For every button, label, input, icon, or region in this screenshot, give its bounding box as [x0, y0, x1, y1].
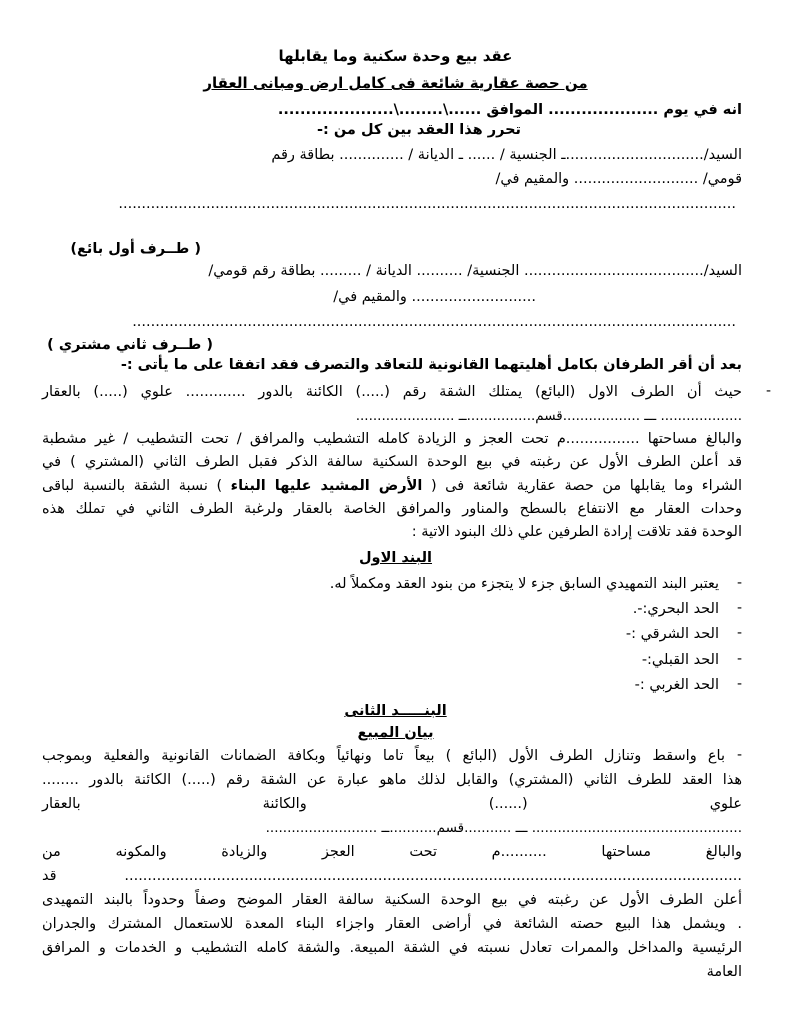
- preamble-line4: قد أعلن الطرف الأول عن رغبته في بيع الوحدة السكنية سالفة الذكر فقبل الطرف الثاني (المشتري ) في: [42, 454, 742, 470]
- preamble-heading: بعد أن أقر الطرفان بكامل أهليتهما القانونية للتعاقد والتصرف فقد اتفقا على ما يأتى :-: [120, 357, 742, 373]
- land-emphasis: الأرض المشيد عليها البناء: [230, 478, 423, 494]
- clause2-line7: أعلن الطرف الأول عن رغبته في بيع الوحدة السكنية سالفة العقار الموضح وصفاً وحدوداً بالبند التمهيدى: [42, 892, 742, 908]
- preamble-line3: والبالغ مساحتها ................م تحت العجز و الزيادة كامله التشطيب والمرافق / تحت التشطيب / غير مشطبة: [42, 431, 742, 447]
- clause1-item-1: يعتبر البند التمهيدي السابق جزء لا يتجزء من بنود العقد ومكملاً له.: [329, 576, 719, 592]
- bullet-dash: -: [736, 747, 742, 763]
- clause2-line3: علوي (......) والكائنة بالعقار: [42, 796, 742, 812]
- preamble-line5-end: ) نسبة الشقة بالنسبة لباقى: [42, 478, 231, 494]
- clause2-line9: الرئيسية والمداخل والممرات تعادل نسبته في الشقة المبيعة. والشقة كامله التشطيب و الخدمات و المرافق: [42, 940, 742, 956]
- preamble-line5: [42, 477, 742, 495]
- party1-label: ( طــرف أول بائع): [70, 241, 201, 257]
- bullet-dash: -: [736, 676, 742, 692]
- clause1-title: البند الاول: [358, 550, 433, 566]
- clause2-line4: ................................................. ـــ ...........قسم...........ــ ..........................: [265, 820, 742, 836]
- party2-label: ( طــرف ثاني مشتري ): [47, 337, 213, 353]
- preamble-line2: ................... ـــ ..................قسم................ــ .......................: [355, 408, 742, 424]
- bullet-dash: -: [736, 625, 742, 641]
- bullet-dash: -: [765, 383, 771, 399]
- preamble-line7: الوحدة فقد تلاقت إرادة الطرفين علي ذلك البنود الاتية :: [411, 524, 742, 540]
- preamble-line6: وحدات العقار مع الانتفاع بالسطح والمناور والمرافق الخاصة بالعقار ولرغبة الطرف الثاني في تملك هذه: [42, 501, 742, 517]
- party2-address-line: ........................... والمقيم في/: [333, 289, 536, 305]
- clause1-item-3: الحد الشرقي :-: [625, 626, 719, 642]
- clause2-line5: والبالغ مساحتها ..........م تحت العجز والزيادة والمكونه من: [42, 844, 742, 860]
- clause2-line8: . ويشمل هذا البيع حصته الشائعة في أراضى العقار واجزاء البناء المعدة للاستعمال المشترك والجدران: [42, 916, 742, 932]
- contract-title-line2: من حصة عقارية شائعة فى كامل ارض ومبانى العقار: [203, 74, 588, 92]
- clause1-item-2: الحد البحري:-.: [632, 601, 719, 617]
- clause2-line6: ...................................................................................................................................... قد: [42, 868, 742, 884]
- clause1-item-5: الحد الغربي :-: [634, 677, 719, 693]
- contract-title-line1: عقد بيع وحدة سكنية وما يقابلها: [278, 47, 513, 65]
- party1-id-line: قومي/ ........................... والمقيم في/: [495, 171, 742, 187]
- bullet-dash: -: [736, 651, 742, 667]
- clause2-title: البنـــــد الثانى: [344, 703, 447, 719]
- preamble-line5-start: الشراء وما يقابلها من حصة عقارية شائعة فى (: [422, 478, 742, 494]
- clause2-line1: باع واسقط وتنازل الطرف الأول (البائع ) بيعاً تاما ونهائياً وبكافة الضمانات القانونية والفعلية وبموجب: [42, 748, 725, 764]
- bullet-dash: -: [736, 575, 742, 591]
- party2-name-line: السيد/....................................... الجنسية/ .......... الديانة / ......... بطاقة رقم قومي/: [208, 263, 742, 279]
- preamble-line1: حيث أن الطرف الاول (البائع) يمتلك الشقة رقم (.....) الكائنة بالدور ............. علوي (.....) بالعقار: [42, 384, 742, 400]
- party1-dots-line: ......................................................................................................................................: [118, 196, 736, 212]
- party1-name-line: السيد/..............................ـ الجنسية / ...... ـ الديانة / .............. بطاقة رقم: [271, 147, 742, 163]
- date-line: انه في يوم .................... الموافق ......\........\.....................: [277, 102, 742, 118]
- clause2-line2: هذا العقد للطرف الثاني (المشتري) والقابل لذلك ماهو عبارة عن الشقة رقم (.....) الكائنة بالدور ........: [42, 772, 742, 788]
- clause1-item-4: الحد القبلي:-: [641, 652, 719, 668]
- bullet-dash: -: [736, 600, 742, 616]
- clause2-subtitle: بيان المبيع: [357, 725, 434, 741]
- between-heading: تحرر هذا العقد بين كل من :-: [317, 122, 521, 138]
- clause2-line10: العامة: [706, 964, 742, 980]
- party2-dots-line: ...................................................................................................................................: [132, 314, 736, 330]
